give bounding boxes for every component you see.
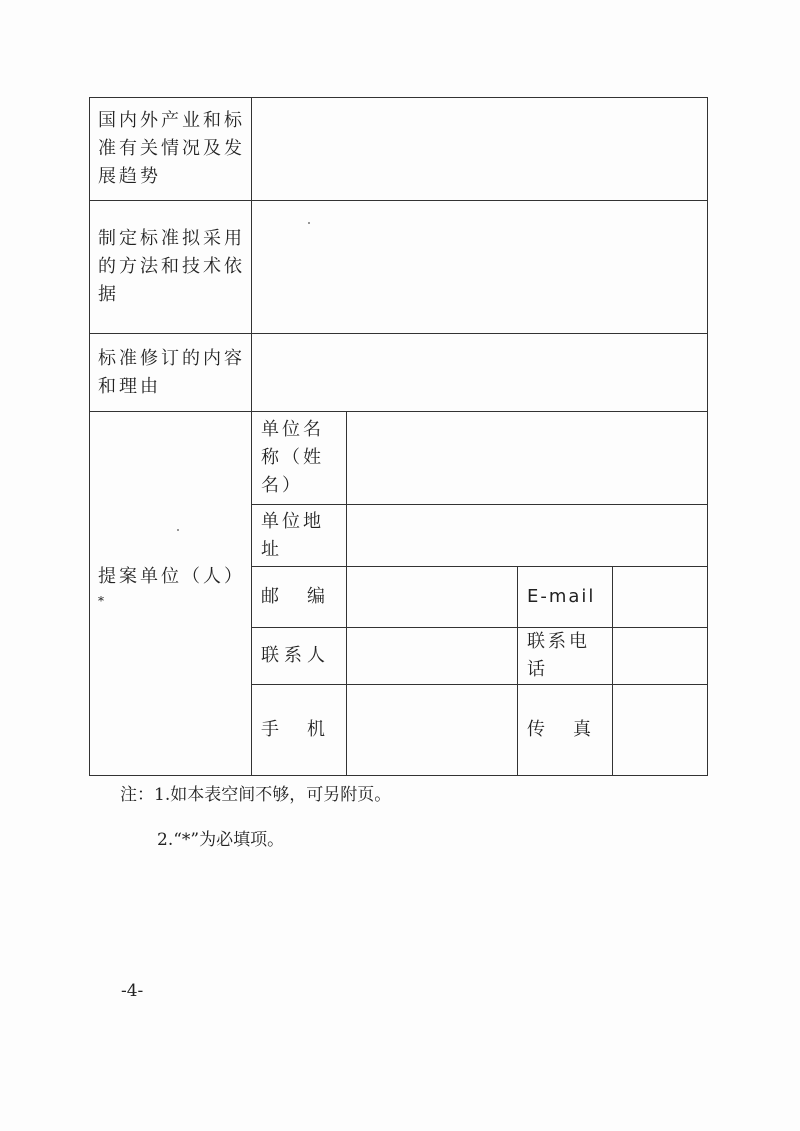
note-1: 注：1.如本表空间不够，可另附页。 bbox=[120, 785, 392, 805]
contact-phone-field[interactable] bbox=[613, 628, 708, 685]
unit-name-label: 单位名称（姓名） bbox=[252, 412, 347, 505]
industry-trend-field[interactable] bbox=[252, 98, 708, 201]
contact-field[interactable] bbox=[347, 628, 518, 685]
method-field[interactable] bbox=[252, 201, 708, 334]
scan-speck bbox=[308, 222, 310, 224]
proposer-label-text: 提案单位（人） bbox=[98, 565, 245, 587]
industry-trend-row bbox=[90, 98, 708, 201]
contact-label: 联 系 人 bbox=[252, 628, 347, 685]
revision-field[interactable] bbox=[252, 334, 708, 412]
postcode-label: 邮 编 bbox=[252, 567, 347, 628]
unit-name-field[interactable] bbox=[347, 412, 708, 505]
method-row bbox=[90, 201, 708, 334]
revision-label: 标准修订的内容和理由 bbox=[90, 334, 252, 412]
revision-row bbox=[90, 334, 708, 412]
mobile-label: 手 机 bbox=[252, 685, 347, 776]
postcode-field[interactable] bbox=[347, 567, 518, 628]
email-label: E-mail bbox=[518, 567, 613, 628]
industry-trend-label: 国内外产业和标准有关情况及发展趋势 bbox=[90, 98, 252, 201]
unit-address-field[interactable] bbox=[347, 505, 708, 567]
unit-address-label: 单位地址 bbox=[252, 505, 347, 567]
fax-field[interactable] bbox=[613, 685, 708, 776]
fax-label: 传 真 bbox=[518, 685, 613, 776]
proposer-label bbox=[90, 412, 252, 776]
note-2: 2.“*”为必填项。 bbox=[157, 830, 285, 850]
form-notes bbox=[120, 781, 391, 854]
scan-speck bbox=[177, 529, 179, 531]
mobile-field[interactable] bbox=[347, 685, 518, 776]
unit-name-row bbox=[90, 412, 708, 505]
email-field[interactable] bbox=[613, 567, 708, 628]
page-number: -4- bbox=[121, 981, 144, 1001]
required-mark: * bbox=[98, 593, 107, 608]
method-label: 制定标准拟采用的方法和技术依据 bbox=[90, 201, 252, 334]
standard-proposal-form bbox=[89, 97, 708, 776]
contact-phone-label: 联系电话 bbox=[518, 628, 613, 685]
